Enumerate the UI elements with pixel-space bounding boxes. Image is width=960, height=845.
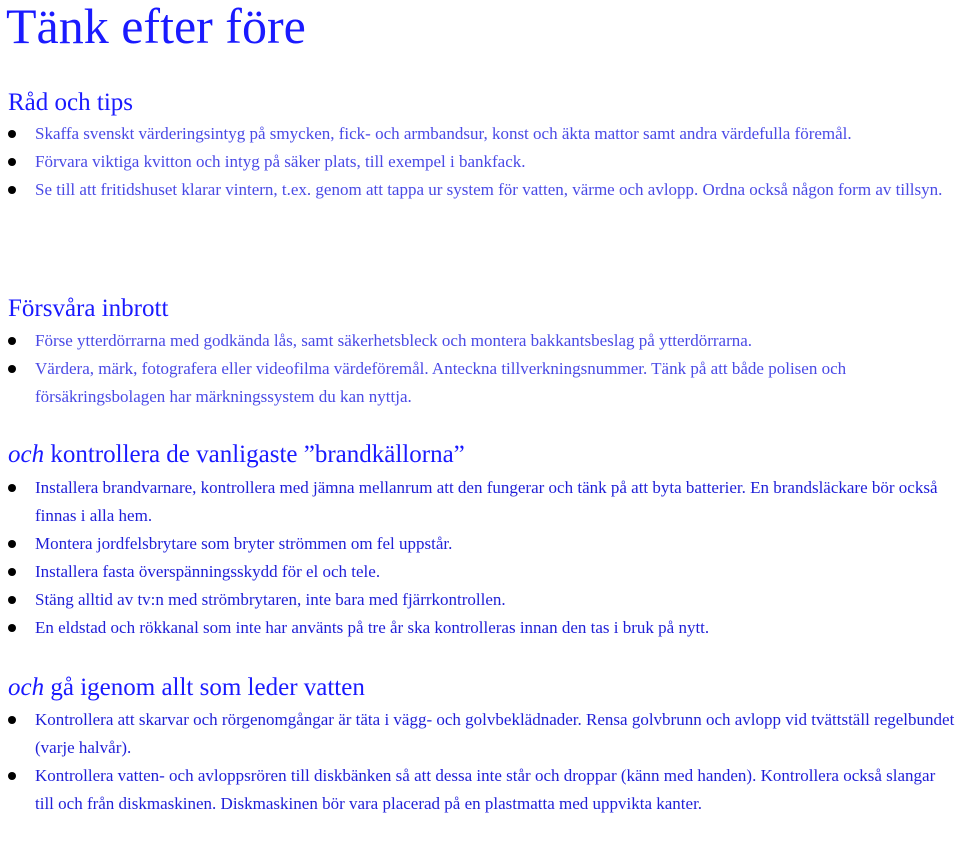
page-title: Tänk efter före: [6, 0, 306, 54]
bullet-icon: [8, 596, 16, 604]
bullet-icon: [8, 365, 16, 373]
list-item-text: Installera fasta överspänningsskydd för el och tele.: [35, 562, 381, 581]
list-item: [0, 558, 960, 586]
list-item: [0, 586, 960, 614]
list-item-text: Kontrollera vatten- och avloppsrören till diskbänken så att dessa inte står och droppar (känn med handen). Kontrollera också slangar till och från diskmaskinen. Diskmaskinen bör vara placerad på en plastmatta med uppvikta kanter.: [35, 766, 936, 813]
list-item-text: Förvara viktiga kvitton och intyg på säker plats, till exempel i bankfack.: [35, 152, 526, 171]
list-rad-och-tips: [0, 120, 960, 204]
section-heading-brandkallorna: [8, 440, 465, 470]
bullet-icon: [8, 337, 16, 345]
list-item: [0, 176, 960, 204]
section-heading-rad-och-tips: Råd och tips: [8, 89, 133, 116]
list-item: [0, 474, 960, 530]
heading-prefix: och: [8, 674, 45, 701]
list-item-text: En eldstad och rökkanal som inte har använts på tre år ska kontrolleras innan den tas i bruk på nytt.: [35, 618, 710, 637]
list-item-text: Värdera, märk, fotografera eller videofilma värdeföremål. Anteckna tillverkningsnummer. Tänk på att både polisen och försäkringsbolagen har märkningssystem du kan nyttja.: [35, 359, 847, 406]
list-item: [0, 530, 960, 558]
list-item-text: Montera jordfelsbrytare som bryter strömmen om fel uppstår.: [35, 534, 453, 553]
heading-text: kontrollera de vanligaste ”brandkällorna”: [50, 441, 465, 468]
heading-text: gå igenom allt som leder vatten: [50, 674, 365, 701]
list-brandkallorna: [0, 474, 960, 642]
bullet-icon: [8, 568, 16, 576]
list-item-text: Skaffa svenskt värderingsintyg på smycken, fick- och armbandsur, konst och äkta mattor samt andra värdefulla föremål.: [35, 124, 852, 143]
list-item: [0, 762, 960, 818]
list-item-text: Förse ytterdörrarna med godkända lås, samt säkerhetsbleck och montera bakkantsbeslag på ytterdörrarna.: [35, 331, 753, 350]
section-heading-vatten: [8, 673, 365, 703]
bullet-icon: [8, 158, 16, 166]
list-item: [0, 120, 960, 148]
list-item-text: Kontrollera att skarvar och rörgenomgångar är täta i vägg- och golvbeklädnader. Rensa golvbrunn och avlopp vid tvättställ regelbundet (varje halvår).: [35, 710, 955, 757]
list-item-text: Stäng alltid av tv:n med strömbrytaren, inte bara med fjärrkontrollen.: [35, 590, 506, 609]
bullet-icon: [8, 484, 16, 492]
list-item: [0, 355, 960, 411]
list-item-text: Installera brandvarnare, kontrollera med jämna mellanrum att den fungerar och tänk på att byta batterier. En brandsläckare bör också finnas i alla hem.: [35, 478, 938, 525]
list-item-text: Se till att fritidshuset klarar vintern, t.ex. genom att tappa ur system för vatten, värme och avlopp. Ordna också någon form av tillsyn.: [35, 180, 943, 199]
list-item: [0, 706, 960, 762]
bullet-icon: [8, 540, 16, 548]
list-vatten: [0, 706, 960, 818]
list-forsvara-inbrott: [0, 327, 960, 411]
bullet-icon: [8, 772, 16, 780]
bullet-icon: [8, 716, 16, 724]
list-item: [0, 327, 960, 355]
bullet-icon: [8, 186, 16, 194]
list-item: [0, 148, 960, 176]
bullet-icon: [8, 130, 16, 138]
section-heading-forsvara-inbrott: Försvåra inbrott: [8, 295, 169, 322]
list-item: [0, 614, 960, 642]
heading-prefix: och: [8, 441, 45, 468]
bullet-icon: [8, 624, 16, 632]
